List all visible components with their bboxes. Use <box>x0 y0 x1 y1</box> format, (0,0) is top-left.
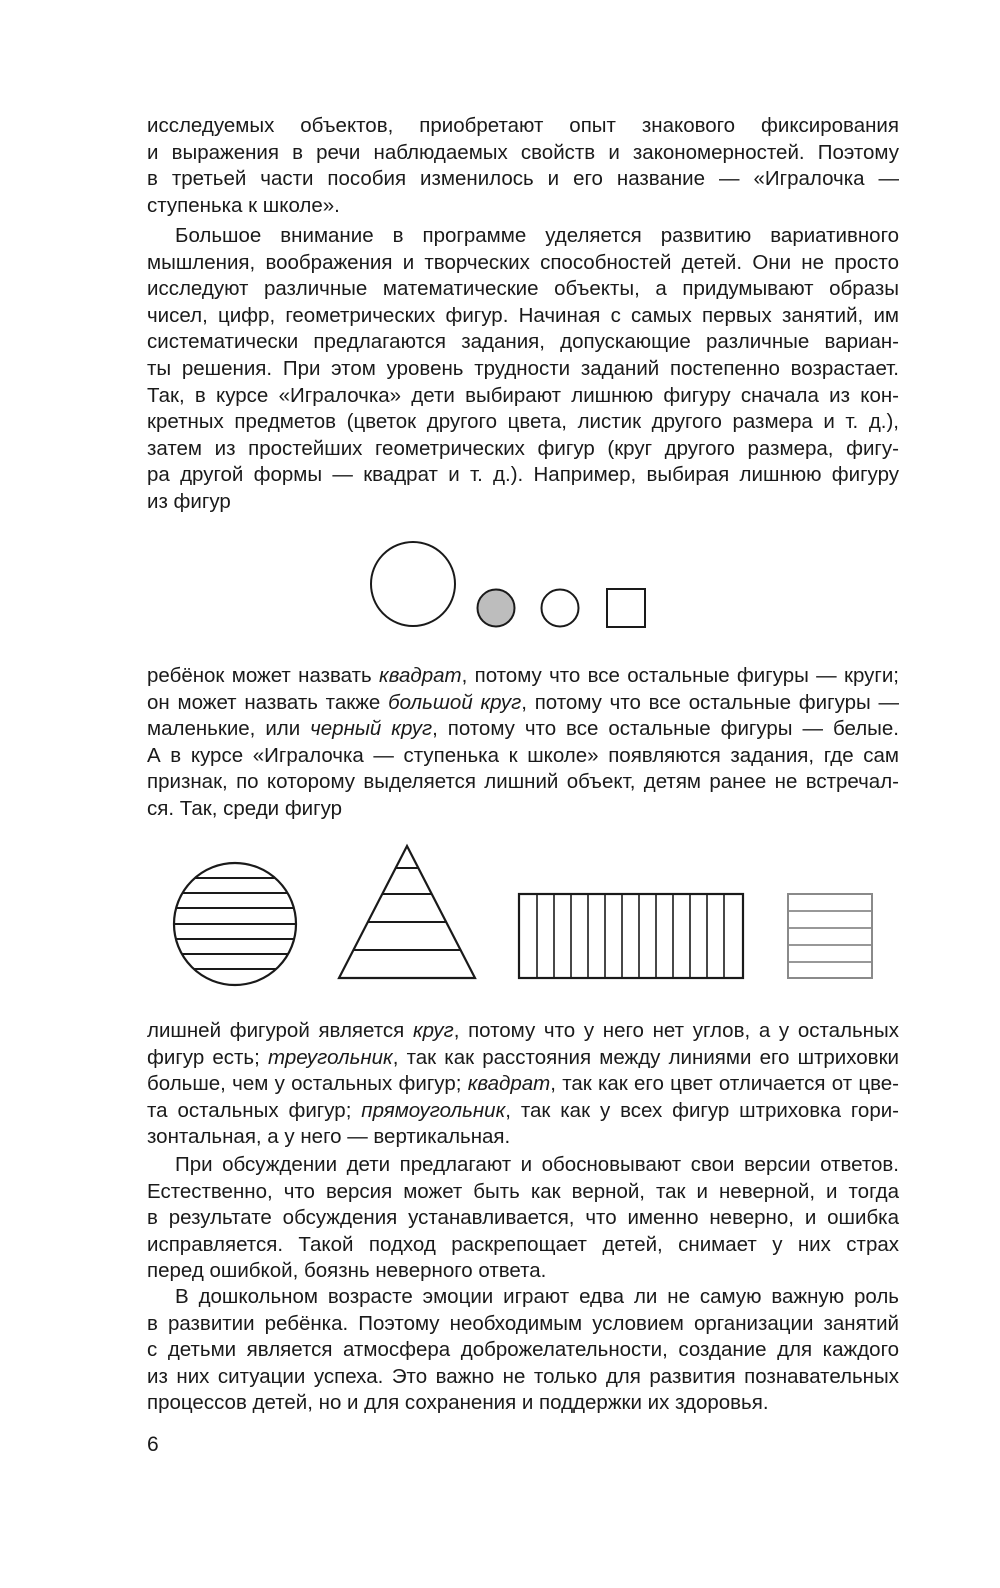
text-line: исправляется. Такой подход раскрепощает детей, снимает у них страх <box>147 1232 899 1256</box>
text-line: больше, чем у остальных фигур; квадрат, так как его цвет отличается от цве- <box>147 1072 899 1096</box>
large-circle <box>371 542 455 626</box>
square <box>607 589 645 627</box>
text-line: с детьми является атмосфера доброжелательности, создание для каждого <box>147 1338 899 1362</box>
figure-hatched-shapes <box>160 838 890 988</box>
text-line: зонтальная, а у него — вертикальная. <box>147 1125 511 1149</box>
text-line: процессов детей, но и для сохранения и поддержки их здоровья. <box>147 1391 769 1415</box>
text-line: маленькие, или черный круг, потому что все остальные фигуры — белые. <box>147 717 899 741</box>
text-line: и выражения в речи наблюдаемых свойств и закономерностей. Поэтому <box>147 140 899 164</box>
text-line: Естественно, что версия может быть как верной, так и неверной, и тогда <box>147 1179 899 1203</box>
text-line: из них ситуации успеха. Это важно не только для развития познавательных <box>147 1364 899 1388</box>
gray-circle <box>478 590 515 627</box>
text-line: При обсуждении дети предлагают и обосновывают свои версии ответов. <box>175 1153 899 1176</box>
text-line: ты решения. При этом уровень трудности заданий постепенно возрастает. <box>147 356 899 380</box>
text-line: в развитии ребёнка. Поэтому необходимым условием организации занятий <box>147 1311 899 1335</box>
text-line: перед ошибкой, боязнь неверного ответа. <box>147 1259 547 1283</box>
paragraph-2 <box>147 223 899 516</box>
text-line: кретных предметов (цветок другого цвета, листик другого размера и т. д.), <box>147 410 899 434</box>
page-number: 6 <box>147 1433 159 1456</box>
text-line: он может назвать также большой круг, потому что все остальные фигуры — <box>147 690 899 714</box>
figure-circles-square <box>360 535 660 635</box>
hatched-triangle <box>339 846 475 978</box>
text-line: ся. Так, среди фигур <box>147 796 343 820</box>
text-line: затем из простейших геометрических фигур (круг другого размера, фигу- <box>147 436 899 460</box>
paragraph-4 <box>147 1018 899 1151</box>
hatched-rectangle <box>519 894 743 978</box>
text-line: ступенька к школе». <box>147 193 340 217</box>
text-line: в результате обсуждения устанавливается, что именно неверно, и ошибка <box>147 1206 899 1230</box>
text-line: фигур есть; треугольник, так как расстояния между линиями его штриховки <box>147 1045 899 1069</box>
paragraph-3 <box>147 663 899 823</box>
text-line: из фигур <box>147 489 231 513</box>
text-line: в третьей части пособия изменилось и его название — «Игралочка — <box>147 167 899 191</box>
paragraph-6 <box>147 1284 899 1417</box>
text-line: мышления, воображения и творческих способностей детей. Они не просто <box>147 250 899 274</box>
text-line: Большое внимание в программе уделяется развитию вариативного <box>175 224 899 247</box>
paragraph-5 <box>147 1152 899 1285</box>
text-line: та остальных фигур; прямоугольник, так как у всех фигур штриховка гори- <box>147 1098 899 1122</box>
text-line: признак, по которому выделяется лишний объект, детям ранее не встречал- <box>147 770 899 794</box>
text-line: ра другой формы — квадрат и т. д.). Например, выбирая лишнюю фигуру <box>147 463 899 487</box>
text-line: В дошкольном возрасте эмоции играют едва ли не самую важную роль <box>175 1285 899 1308</box>
text-line: ребёнок может назвать квадрат, потому что все остальные фигуры — круги; <box>147 664 900 687</box>
hatched-circle <box>160 863 320 985</box>
gray-hatched-square <box>788 894 872 978</box>
small-circle <box>542 590 579 627</box>
paragraph-1 <box>147 113 899 219</box>
text-line: чисел, цифр, геометрических фигур. Начиная с самых первых занятий, им <box>147 303 899 327</box>
text-line: Так, в курсе «Игралочка» дети выбирают лишнюю фигуру сначала из кон- <box>147 383 899 407</box>
text-line: лишней фигурой является круг, потому что у него нет углов, а у остальных <box>147 1019 899 1042</box>
text-line: исследуют различные математические объекты, а придумывают образы <box>147 277 899 301</box>
text-line: систематически предлагаются задания, допускающие различные вариан- <box>147 330 899 354</box>
text-line: исследуемых объектов, приобретают опыт знакового фиксирования <box>147 114 899 137</box>
text-line: А в курсе «Игралочка — ступенька к школе» появляются задания, где сам <box>147 743 899 767</box>
